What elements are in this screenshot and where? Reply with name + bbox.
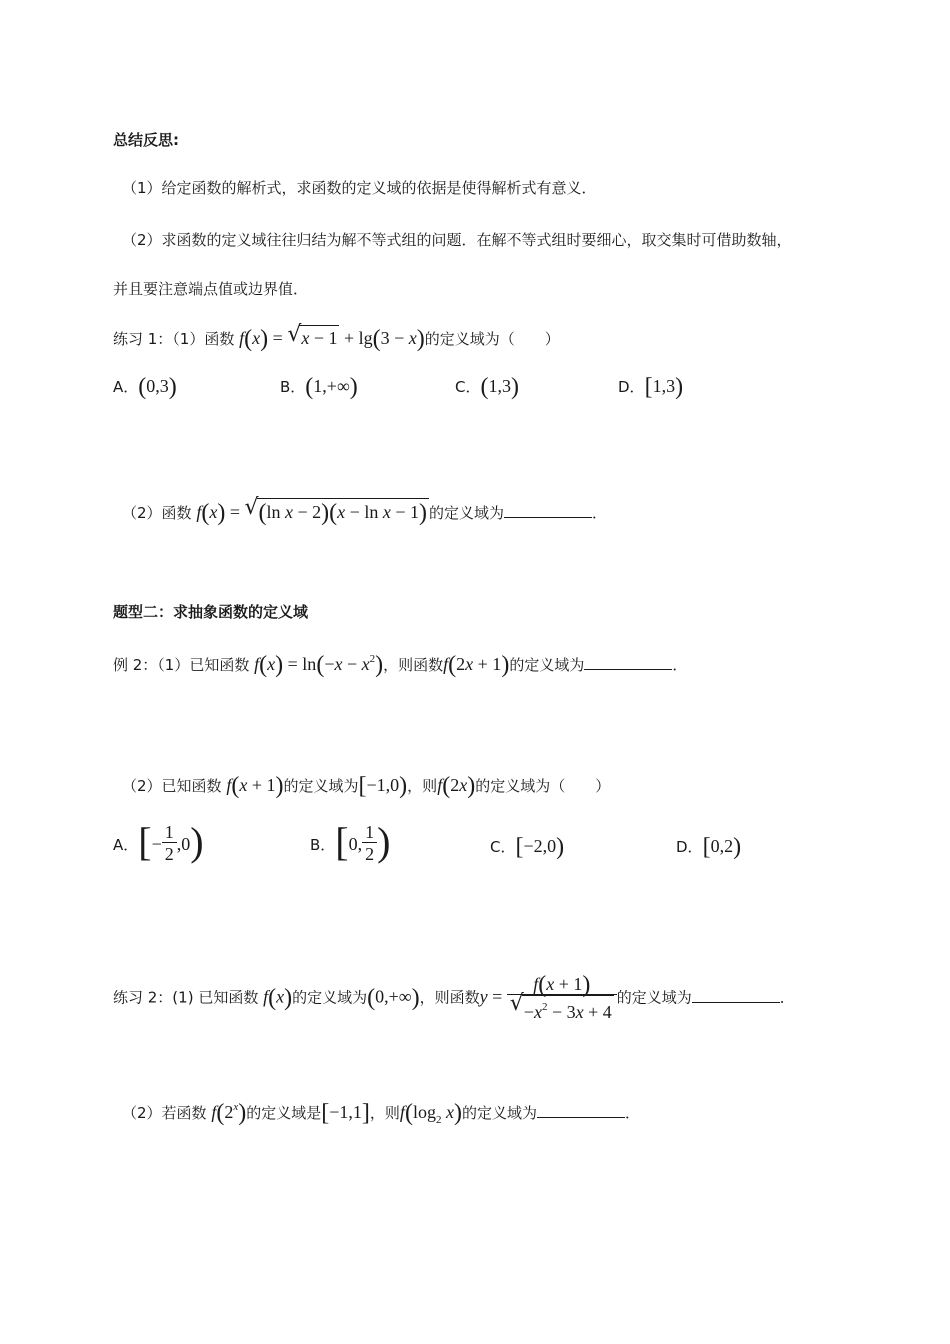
example-2-option-c[interactable]: C．[−2,0) [490,834,565,860]
summary-point-2: （2）求函数的定义域往往归结为解不等式组的问题．在解不等式组时要细心，取交集时可借助数轴， [122,231,792,249]
summary-point-2-cont: 并且要注意端点值或边界值． [113,280,309,298]
answer-blank[interactable] [584,655,672,670]
answer-blank[interactable] [504,503,592,518]
exercise-1-option-b[interactable]: B．(1,+∞) [280,374,358,400]
exercise-2-question-1: 练习 2：(1) 已知函数 f(x)的定义域为(0,+∞)，则函数y = f(x + 1) √ $-x^2 - 3x + 4$ 的定义域为 ． [113,972,795,1022]
exercise-1-option-a[interactable]: A．(0,3) [113,374,177,400]
exercise-2-question-2: （2）若函数 f(2$^x$)的定义域是[−1,1]，则$f(\log_2$ x)的定义域为 ． [122,1100,640,1126]
summary-title: 总结反思: [113,131,179,149]
exercise-1-question-1: 练习 1：（1）函数 f(x) = √ x − 1 + lg(3 − x)的定义域为（ ） [113,322,560,352]
exercise-1-question-2: （2）函数 f(x) = √ (ln x − 2)(x − ln x − 1) 的定义域为 ． [122,495,608,526]
example-2-option-b[interactable]: B．[0, $\frac{1}{2}$ ) [310,819,391,864]
summary-point-1: （1）给定函数的解析式，求函数的定义域的依据是使得解析式有意义． [122,179,597,197]
exercise-1-option-d[interactable]: D．[1,3) [618,374,684,400]
type-2-title: 题型二：求抽象函数的定义域 [113,603,309,621]
sqrt-expression: √ x − 1 [287,322,338,348]
answer-blank[interactable] [537,1103,625,1118]
example-2-question-2: （2）已知函数 f(x + 1)的定义域为[−1,0)，则f(2x)的定义域为（ ） [122,773,611,799]
sqrt-expression: √ (ln x − 2)(x − ln x − 1) [244,495,427,526]
exercise-1-tail: 的定义域为（ ） [424,330,560,348]
exercise-1-option-c[interactable]: C．(1,3) [455,374,519,400]
example-2-option-d[interactable]: D．[0,2) [676,834,742,860]
example-2-option-a[interactable]: A．[− $\frac{1}{2}$ ,0) [113,819,204,864]
example-2-question-1: 例 2：（1）已知函数 $f(x) = \ln(-x - x^2)$，则函数f(2x + 1)的定义域为 ． [113,652,688,678]
answer-blank[interactable] [692,988,780,1003]
exercise-1-label: 练习 1：（1）函数 [113,330,235,348]
